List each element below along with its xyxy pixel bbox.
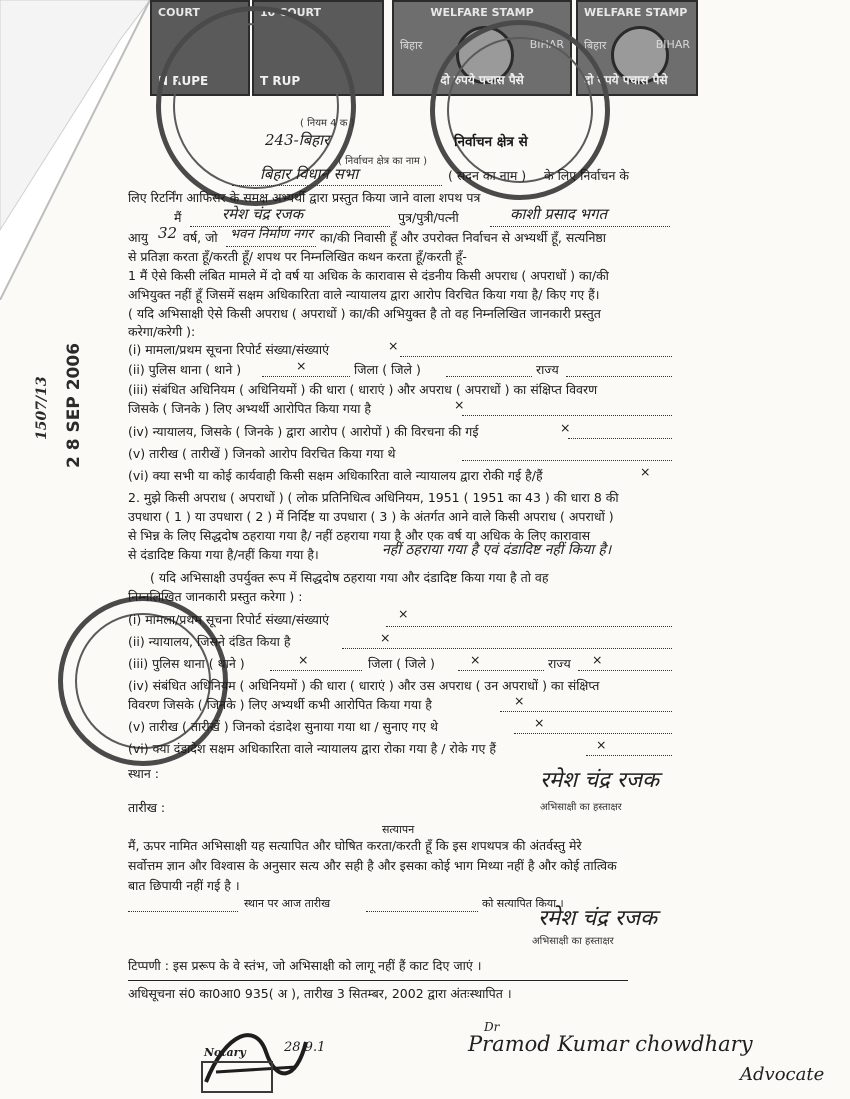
s2-item-iii: (iii) पुलिस थाना ( थाने ) bbox=[128, 656, 245, 671]
s2-item-ii: (ii) न्यायालय, जिसने दंडित किया है bbox=[128, 634, 291, 649]
section-2-handwritten-answer: नहीं ठहराया गया है एवं दंडादिष्ट नहीं किया है। bbox=[382, 542, 612, 558]
notification: अधिसूचना सं0 का0आ0 935( अ ), तारीख 3 सितम्बर, 2002 द्वारा अंतःस्थापित । bbox=[128, 986, 512, 1001]
welfare-stamp: WELFARE STAMP बिहार BIHAR दो रुपये पचास पैसे bbox=[392, 0, 572, 96]
constituency-label: निर्वाचन क्षेत्र से bbox=[454, 134, 528, 150]
rule-reference: ( नियम 4 क ) bbox=[300, 118, 355, 129]
footnote: टिप्पणी : इस प्ररूप के वे स्तंभ, जो अभिसाक्षी को लागू नहीं हैं काट दिए जाएं । bbox=[128, 958, 482, 973]
house-caption: ( सदन का नाम ) bbox=[448, 168, 527, 183]
margin-number-handwritten: 1507/13 bbox=[34, 376, 50, 440]
s2-item-i: (i) मामला/प्रथम सूचना रिपोर्ट संख्या/संख्याएं bbox=[128, 612, 329, 627]
attestation-signature: Pramod Kumar chowdhary bbox=[468, 1032, 753, 1056]
s1-item-vi: (vi) क्या सभी या कोई कार्यवाही किसी सक्षम अधिकारिता वाले न्यायालय द्वारा रोकी गई है/हैं bbox=[128, 468, 543, 483]
address-handwritten: भवन निर्माण नगर bbox=[230, 227, 313, 242]
intro-text: लिए रिटर्निंग आफिसर के समक्ष अभ्यर्थी द्वारा प्रस्तुत किया जाने वाला शपथ पत्र bbox=[128, 190, 481, 205]
constituency-handwritten: 243-बिहार bbox=[265, 131, 330, 149]
intro-text: के लिए निर्वाचन के bbox=[544, 168, 629, 183]
s1-item-iv: (iv) न्यायालय, जिसके ( जिनके ) द्वारा आरोप ( आरोपों ) की विरचना की गई bbox=[128, 424, 479, 439]
house-handwritten: बिहार विधान सभा bbox=[260, 165, 359, 183]
s1-item-iii: (iii) संबंधित अधिनियम ( अधिनियमों ) की धारा ( धाराएं ) और अपराध ( अपराधों ) का संक्षिप्त विवरण bbox=[128, 382, 598, 397]
deponent-name-handwritten: रमेश चंद्र रजक bbox=[222, 205, 304, 223]
constituency-caption: ( निर्वाचन क्षेत्र का नाम ) bbox=[338, 156, 427, 167]
section-2: 2. मुझे किसी अपराध ( अपराधों ) ( लोक प्रतिनिधित्व अधिनियम, 1951 ( 1951 का 43 ) की धारा 8 की bbox=[128, 490, 619, 505]
verification-title: सत्यापन bbox=[382, 823, 415, 836]
welfare-stamp: WELFARE STAMP बिहार BIHAR दो रुपये पचास पैसे bbox=[576, 0, 698, 96]
section-1: 1 मैं ऐसे किसी लंबित मामले में दो वर्ष या अधिक के कारावास से दंडनीय किसी अपराध ( अपराधों ) का/की bbox=[128, 268, 609, 283]
court-fee-stamp: 10 COURT T RUP bbox=[252, 0, 384, 96]
age-handwritten: 32 bbox=[158, 224, 178, 242]
place-label: स्थान : bbox=[128, 766, 159, 781]
s2-item-vi: (vi) क्या दंडादेश सक्षम अधिकारिता वाले न्यायालय द्वारा रोका गया है / रोके गए हैं bbox=[128, 741, 496, 756]
affidavit-page: COURT N RUPE 10 COURT T RUP WELFARE STAMP बिहार BIHAR दो रुपये पचास पैसे WELFARE STAMP बिहार BIHAR दो रुपये पचास पैसे ( नियम 4 क ) 243-बिहार निर्वाचन क्षेत्र से ( निर्वाचन क्षेत्र का नाम ) बिहार विधान सभा ( सदन का नाम ) के लिए निर्वाचन के लिए रिटर्निंग आफिसर के समक्ष अभ्यर्थी द्वारा प्रस्तुत किया जाने वाला शपथ पत्र मैं रमेश चंद्र रजक पुत्र/पुत्री/पत्नी काशी प्रसाद भगत आयु 32 वर्ष, जो भवन निर्माण नगर का/की निवासी हूँ और उपरोक्त निर्वाचन से अभ्यर्थी हूँ, सत्यनिष्ठा से प्रतिज्ञा करता हूँ/करती हूँ/ शपथ पर निम्नलिखित कथन करता हूँ/करती हूँ- 1 मैं ऐसे किसी लंबित मामले में दो वर्ष या अधिक के कारावास से दंडनीय किसी अपराध ( अपराधों ) का/की अभियुक्त नहीं हूँ जिसमें सक्षम अधिकारिता वाले न्यायालय द्वारा आरोप विरचित किया गया है/ किए गए हैं। ( यदि अभिसाक्षी ऐसे किसी अपराध ( अपराधों ) का/की अभियुक्त है तो वह निम्नलिखित जानकारी प्रस्तुत करेगा/करेगी ): (i) मामला/प्रथम सूचना रिपोर्ट संख्या/संख्याएं × (ii) पुलिस थाना ( थाने ) × जिला ( जिले ) राज्य (iii) संबंधित अधिनियम ( अधिनियमों ) की धारा ( धाराएं ) और अपराध ( अपराधों ) का संक्षिप्त विवरण जिसके ( जिनके ) लिए अभ्यर्थी आरोपित किया गया है × (iv) न्यायालय, जिसके ( जिनके ) द्वारा आरोप ( आरोपों ) की विरचना की गई × (v) तारीख ( तारीखें ) जिनको आरोप विरचित किया गया थे (vi) क्या सभी या कोई कार्यवाही किसी सक्षम अधिकारिता वाले न्यायालय द्वारा रोकी गई है/हैं × 2. मुझे किसी अपराध ( अपराधों ) ( लोक प्रतिनिधित्व अधिनियम, 1951 ( 1951 का 43 ) की धारा 8 की उपधारा ( 1 ) या उपधारा ( 2 ) में निर्दिष्ट या उपधारा ( 3 ) के अंतर्गत आने वाले किसी अपराध ( अपराधों ) से भिन्न के लिए सिद्धदोष ठहराया गया है/ नहीं ठहराया गया है और एक वर्ष या अधिक के लिए कारावास से दंडादिष्ट किया गया है/नहीं किया गया है। नहीं ठहराया गया है एवं दंडादिष्ट नहीं किया है। ( यदि अभिसाक्षी उपर्युक्त रूप में सिद्धदोष ठहराया गया और दंडादिष्ट किया गया है तो वह निम्नलिखित जानकारी प्रस्तुत करेगा ) : (i) मामला/प्रथम सूचना रिपोर्ट संख्या/संख्याएं × (ii) न्यायालय, जिसने दंडित किया है × (iii) पुलिस थाना ( थाने ) × जिला ( जिले ) × राज्य × (iv) संबंधित अधिनियम ( अधिनियमों ) की धारा ( धाराएं ) और उस अपराध ( उन अपराधों ) का संक्षिप्त विवरण जिसके ( जिनके ) लिए अभ्यर्थी कभी आरोपित किया गया है × (v) तारीख ( तारीखें ) जिनको दंडादेश सुनाया गया था / सुनाए गए थे × (vi) क्या दंडादेश सक्षम अधिकारिता वाले न्यायालय द्वारा रोका गया है / रोके गए हैं × स्थान : रमेश चंद्र रजक तारीख : अभिसाक्षी का हस्ताक्षर सत्यापन मैं, ऊपर नामित अभिसाक्षी यह सत्यापित और घोषित करता/करती हूँ कि इस शपथपत्र की अंतर्वस्तु मेरे सर्वोत्तम ज्ञान और विश्वास के अनुसार सत्य और सही है और इसका कोई भाग मिथ्या नहीं है और कोई तात्विक बात छिपायी नहीं गई है । स्थान पर आज तारीख को सत्यापित किया । रमेश चंद्र रजक अभिसाक्षी का हस्ताक्षर टिप्पणी : इस प्ररूप के वे स्तंभ, जो अभिसाक्षी को लागू नहीं हैं काट दिए जाएं । अधिसूचना सं0 का0आ0 935( अ ), तारीख 3 सितम्बर, 2002 द्वारा अंतःस्थापित । 1507/13 2 8 SEP 2006 Dr Pramod Kumar chowdhary Advocate Notary 28.9.1 bbox=[0, 0, 850, 1099]
father-name-handwritten: काशी प्रसाद भगत bbox=[510, 205, 608, 223]
court-fee-stamp: COURT N RUPE bbox=[150, 0, 250, 96]
advocate-signature: Advocate bbox=[740, 1064, 825, 1085]
s2-item-iv: (iv) संबंधित अधिनियम ( अधिनियमों ) की धारा ( धाराएं ) और उस अपराध ( उन अपराधों ) का संक्षिप्त bbox=[128, 678, 600, 693]
date-label: तारीख : bbox=[128, 800, 166, 815]
s2-item-v: (v) तारीख ( तारीखें ) जिनको दंडादेश सुनाया गया था / सुनाए गए थे bbox=[128, 719, 438, 734]
s1-item-ii: (ii) पुलिस थाना ( थाने ) bbox=[128, 362, 242, 377]
verification-signature: रमेश चंद्र रजक bbox=[538, 906, 657, 931]
s1-item-v: (v) तारीख ( तारीखें ) जिनको आरोप विरचित किया गया थे bbox=[128, 446, 396, 461]
verification-text: मैं, ऊपर नामित अभिसाक्षी यह सत्यापित और घोषित करता/करती हूँ कि इस शपथपत्र की अंतर्वस्तु मेरे bbox=[128, 838, 582, 853]
deponent-signature: रमेश चंद्र रजक bbox=[540, 768, 659, 793]
margin-date-stamp: 2 8 SEP 2006 bbox=[64, 342, 84, 468]
s1-item-i: (i) मामला/प्रथम सूचना रिपोर्ट संख्या/संख्याएं bbox=[128, 342, 329, 357]
